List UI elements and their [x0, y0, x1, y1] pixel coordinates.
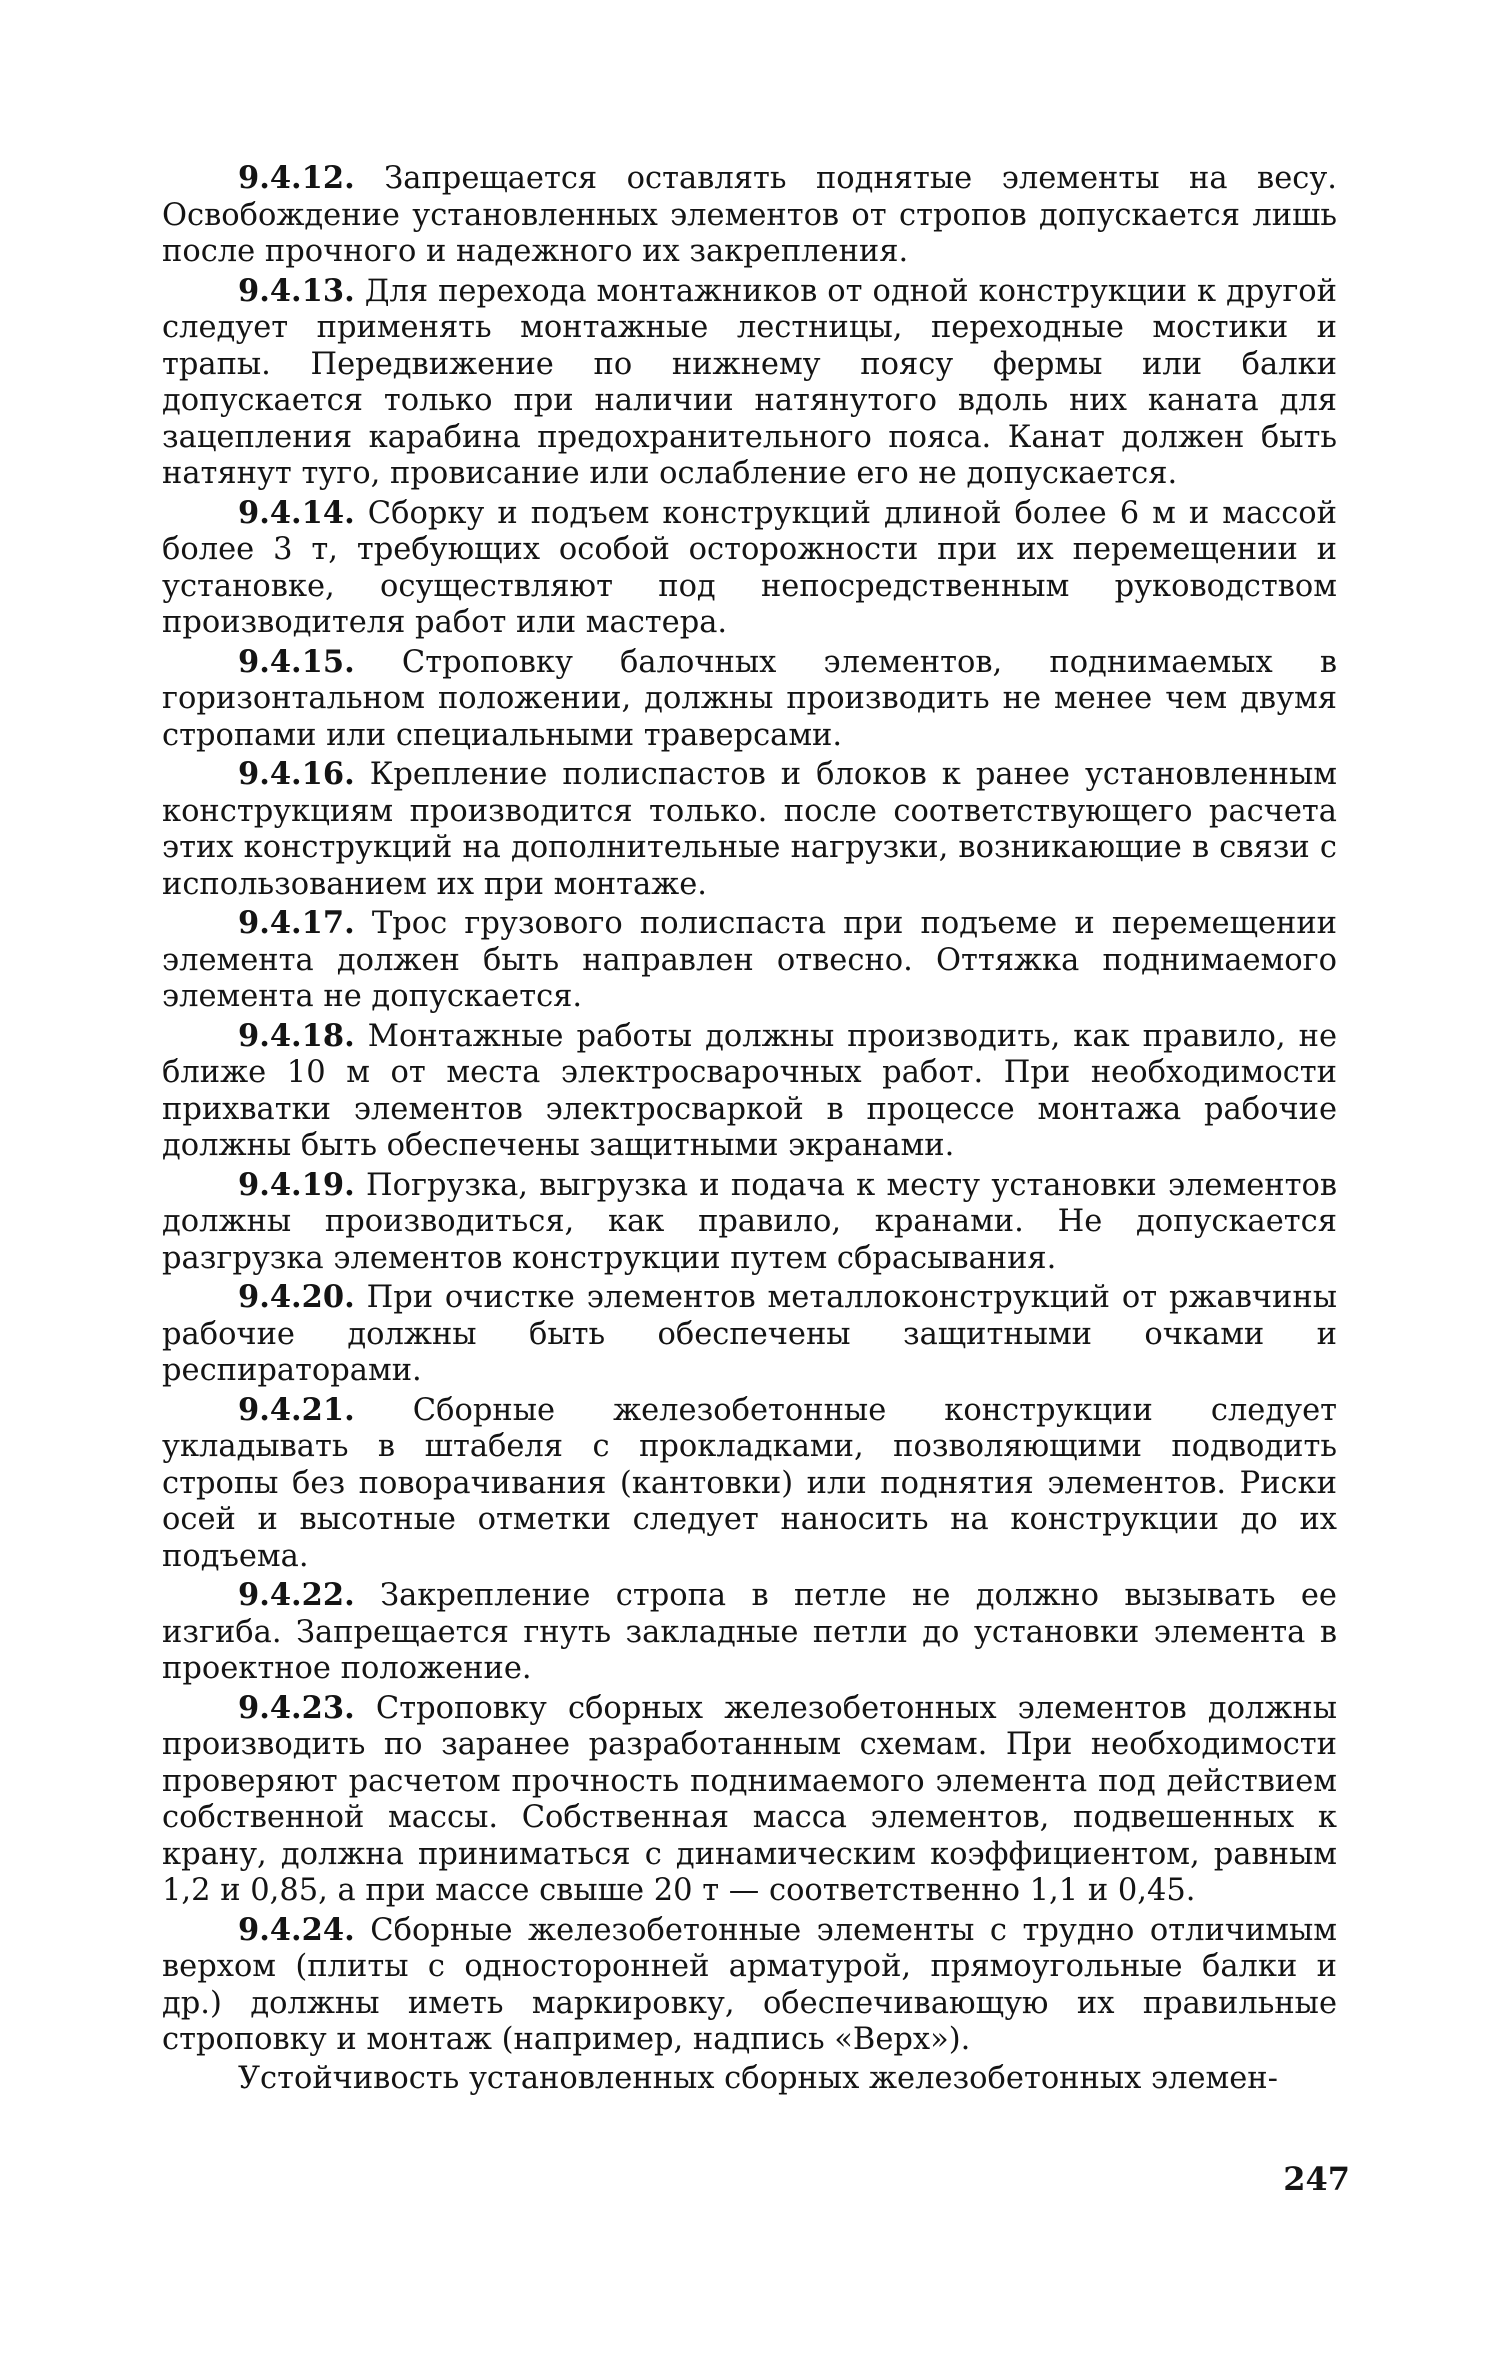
- clause-number: 9.4.21.: [238, 1391, 355, 1428]
- clause-text: Монтажные работы должны производить, как правило, не ближе 10 м от места электросварочных работ. При необходимости прихватки элементов электросваркой в процессе монтажа рабочие должны быть обеспечены защитными экранами.: [162, 1018, 1337, 1163]
- clause-number: 9.4.16.: [238, 756, 355, 792]
- clause-number: 9.4.12.: [238, 160, 355, 196]
- clause-text: Строповку сборных железобетонных элементов должны производить по заранее разработанным схемам. При необходимости проверяют расчетом прочность поднимаемого элемента под действием собственной массы. Собственная масса элементов, подвешенных к крану, должна приниматься с динамическим коэффициентом, равным 1,2 и 0,85, а при массе свыше 20 т — соответственно 1,1 и 0,45.: [162, 1690, 1338, 1908]
- clause-text: Устойчивость установленных сборных железобетонных элемен-: [238, 2060, 1278, 2096]
- clause-number: 9.4.15.: [238, 643, 355, 680]
- clause-text: Запрещается оставлять поднятые элементы на весу. Освобождение установленных элементов от стропов допускается лишь после прочного и надежного их закрепления.: [162, 161, 1337, 269]
- paragraph-9-4-20: [162, 1279, 1337, 1390]
- clause-text: Крепление полиспастов и блоков к ранее установленным конструкциям производится только. после соответствующего расчета этих конструкций на дополнительные нагрузки, возникающие в связи с использованием их при монтаже.: [162, 757, 1337, 902]
- clause-number: 9.4.13.: [238, 272, 355, 309]
- paragraph-continuation: [162, 2061, 1337, 2098]
- clause-text: Для перехода монтажников от одной конструкции к другой следует применять монтажные лестницы, переходные мостики и трапы. Передвижение по нижнему поясу фермы или балки допускается только при наличии натянутого вдоль них каната для зацепления карабина предохранительного пояса. Канат должен быть натянут туго, провисание или ослабление его не допускается.: [162, 273, 1337, 491]
- clause-text: Закрепление стропа в петле не должно вызывать ее изгиба. Запрещается гнуть закладные петли до установки элемента в проектное положение.: [162, 1578, 1337, 1686]
- clause-number: 9.4.17.: [238, 905, 355, 941]
- paragraph-9-4-22: [162, 1577, 1337, 1688]
- paragraph-9-4-13: [162, 273, 1337, 493]
- paragraph-9-4-12: [162, 160, 1337, 271]
- paragraph-9-4-17: [162, 905, 1337, 1016]
- clause-text: Сборные железобетонные конструкции следует укладывать в штабеля с прокладками, позволяющими подводить стропы без поворачивания (кантовки) или поднятия элементов. Риски осей и высотные отметки следует наносить на конструкции до их подъема.: [162, 1392, 1337, 1574]
- paragraph-9-4-14: [162, 495, 1337, 642]
- clause-text: Сборные железобетонные элементы с трудно отличимым верхом (плиты с односторонней арматурой, прямоугольные балки и др.) должны иметь маркировку, обеспечивающую их правильные строповку и монтаж (например, надпись «Верх»).: [162, 1912, 1337, 2057]
- paragraph-9-4-23: [162, 1690, 1337, 1910]
- paragraph-9-4-21: [162, 1392, 1337, 1576]
- paragraph-9-4-15: [162, 644, 1337, 755]
- clause-number: 9.4.18.: [238, 1017, 355, 1054]
- clause-number: 9.4.20.: [238, 1279, 355, 1315]
- clause-number: 9.4.22.: [238, 1577, 355, 1613]
- clause-number: 9.4.24.: [238, 1911, 355, 1948]
- clause-text: Трос грузового полиспаста при подъеме и перемещении элемента должен быть направлен отвесно. Оттяжка поднимаемого элемента не допускается.: [162, 906, 1337, 1014]
- page-body: [162, 160, 1337, 2097]
- clause-number: 9.4.14.: [238, 494, 355, 531]
- paragraph-9-4-19: [162, 1167, 1337, 1278]
- paragraph-9-4-18: [162, 1018, 1337, 1165]
- page-number: 247: [1283, 2160, 1350, 2198]
- clause-text: Сборку и подъем конструкций длиной более 6 м и массой более 3 т, требующих особой осторожности при их перемещении и установке, осуществляют под непосредственным руководством производителя работ или мастера.: [162, 495, 1337, 640]
- clause-text: При очистке элементов металлоконструкций от ржавчины рабочие должны быть обеспечены защитными очками и респираторами.: [162, 1280, 1337, 1388]
- paragraph-9-4-16: [162, 756, 1337, 903]
- paragraph-9-4-24: [162, 1912, 1337, 2059]
- clause-text: Погрузка, выгрузка и подача к месту установки элементов должны производиться, как правило, кранами. Не допускается разгрузка элементов конструкции путем сбрасывания.: [162, 1167, 1337, 1276]
- clause-number: 9.4.23.: [238, 1689, 355, 1726]
- clause-number: 9.4.19.: [238, 1166, 355, 1203]
- clause-text: Строповку балочных элементов, поднимаемых в горизонтальном положении, должны производить не менее чем двумя стропами или специальными траверсами.: [162, 644, 1337, 753]
